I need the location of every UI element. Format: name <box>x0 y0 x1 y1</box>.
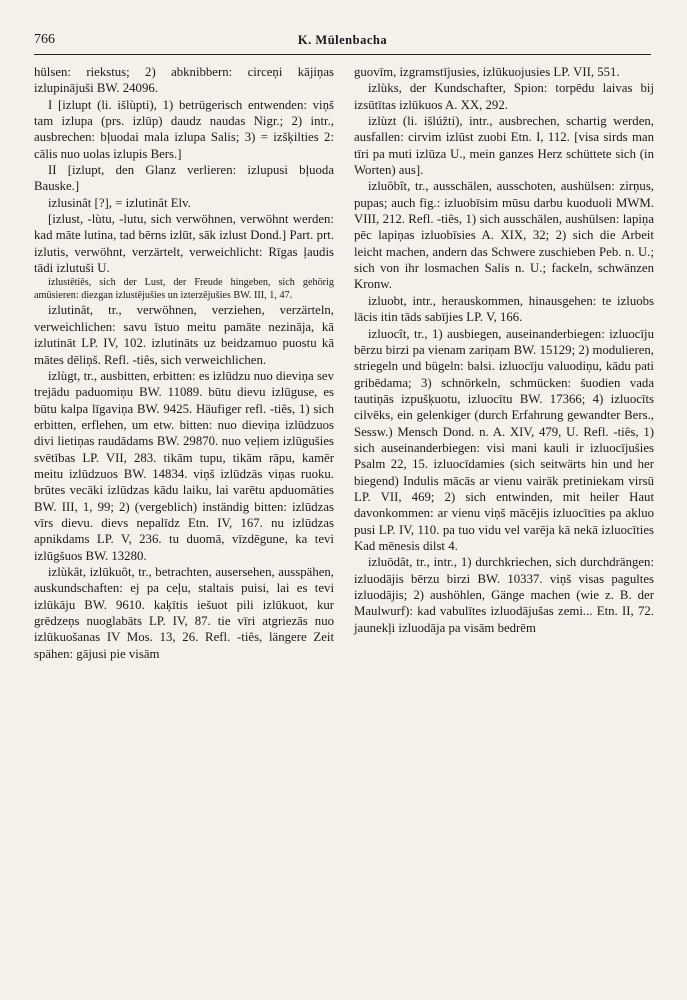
dictionary-entry: izlùkât, izlūkuôt, tr., betrachten, ausersehen, ausspähen, auskundschaften: ej pa ceļu, staltais puisi, lai es tevi izlūkāju BW. 9610. kaķītis iešuot pili izlūkuot, kur grēdzeņs nuoglabāts LP. IV, 87. tie vīri atgriezās nuo izlūkuošanas IV Mos. 13, 26. Refl. -tiês, längere Zeit spähen: gājusi pie visām <box>34 564 334 661</box>
dictionary-entry: izlùzt (li. išlúžti), intr., ausbrechen, schartig werden, ausfallen: cirvim izlūst zuobi Etn. I, 112. [visa sirds man tīri pa muti izlūza U., mein ganzes Herz schüttete sich (in Worten) aus]. <box>354 114 654 178</box>
dictionary-entry: izluobt, intr., herauskommen, hinausgehen: te izluobs lācis itin tāds sabījies LP. V, 166. <box>354 293 654 325</box>
dictionary-entry: izluôbît, tr., ausschälen, ausschoten, aushülsen: zirņus, pupas; auch fig.: izluobīsim mūsu darbu kuoduoli MWM. VIII, 212. Refl. -tiês, 1) sich ausschälen, aushülsen: lapiņa pēc lapiņas izluobīsies A. XIX, 32; 2) sich die Arbeit leicht machen, andern das Schwere zuschieben Peb. n. U.; sich von ihr losmachen Salis n. U.; fackeln, schwänzen Kronw. <box>354 179 654 292</box>
dictionary-entry: izluocît, tr., 1) ausbiegen, auseinanderbiegen: izluocīju bērzu birzi pa vienam zariņam BW. 15129; 2) modulieren, striegeln und bügeln: balsi. izluocīju valuodiņu, kādu pati gribēdama; 3) schnörkeln, schmücken: šuodien vada tautiņās izpušķuotu, izluocītu BW. 17366; 4) izluocīts cilvēks, ein gelenkiger (durch Erfahrung gewandter Bers., Sessw.) Mensch Dond. n. A. XIV, 479, U. Refl. -tiês, 1) sich auseinanderbiegen: visi mani kauli ir izluocījušies Psalm 22, 15. izluocīdamies (sich seitwärts hin und her biegend) Indulis mācās ar vienu vairāk pretiniekam virsū LP. VII, 469; 2) sich entwinden, mit heiler Haut davonkommen: ar vienu viņš mācējis izluocīties pa akluo pusi LP. IV, 110. pa tuo vidu vel varēja kā nekā izluocīties Kad mēnesis dilst 4. <box>354 326 654 553</box>
dictionary-entry: I [izlupt (li. išlùpti), 1) betrügerisch entwenden: viņš tam izlupa (prs. izlūp) daudz naudas Nigr.; 2) intr., ausbrechen: bļuodai mala izlupa Salis; 3) = izšķilties 2: cālis nuo uolas izlupis Bers.] <box>34 97 334 161</box>
dictionary-entry: izlutinât, tr., verwöhnen, verziehen, verzärteln, verweichlichen: savu īstuo meitu pamāte nezināja, kā izlutināt LP. IV, 102. izlutināts uz beidzamuo puostu kā mātes dēliņš. Refl. -tiês, sich verweichlichen. <box>34 303 334 367</box>
left-column <box>34 64 334 662</box>
running-title: K. Mülenbacha <box>297 33 388 47</box>
dictionary-entry: izlustêtiês, sich der Lust, der Freude hingeben, sich gehörig amüsieren: diezgan izlustējušies un izterzējušies BW. III, 1, 47. <box>34 277 334 302</box>
page-number: 766 <box>34 32 55 47</box>
dictionary-entry: izlusinât [?], = izlutinât Elv. <box>48 195 191 210</box>
dictionary-entry: hülsen: riekstus; 2) abknibbern: circeņi kājiņas izlupinājuši BW. 24096. <box>34 65 334 96</box>
right-column <box>354 64 654 636</box>
dictionary-entry: izlùgt, tr., ausbitten, erbitten: es izlūdzu nuo dieviņa sev trejādu paduomiņu BW. 11089. būtu dievu izlūguse, es būtu kalpa līgaviņa BW. 9425. Häufiger refl. -tiês, 1) sich erbitten, erflehen, um etw. bitten: nuo dieviņa izlūdzuos divi lietiņas raudādams BW. 29870. nuo veļiem izlūgušies svētības LP. VII, 283. tikām tupu, tikām rāpu, kamēr meitu izlūdzuos BW. 14834. viņš izlūdzās viņas ruoku. brūtes vecāki izlūdzas kādu laiku, lai varētu apduomāties BW. III, 1, 99; 2) (vergeblich) inständig bitten: izlūdzas vīrs dievu. dievs nepalīdz Etn. IV, 167. nu izlūdzas apnikdams LP. V, 236. tu duomā, vīzdēgune, ka tevi izlūgšuos BW. 13280. <box>34 368 334 563</box>
page-header <box>34 30 651 55</box>
dictionary-entry: guovīm, izgramstījusies, izlūkuojusies LP. VII, 551. <box>354 65 620 79</box>
dictionary-entry: izluōdât, tr., intr., 1) durchkriechen, sich durchdrängen: izluodājis bērzu birzi BW. 10337. viņš visas pagultes izluodājis; 2) aushöhlen, Gänge machen (wie z. B. der Maulwurf): kad vabulītes izluodājušas zemi... Etn. II, 72. jaunekļi izluodāja pa visām bedrēm <box>354 555 654 635</box>
dictionary-entry: izlùks, der Kundschafter, Spion: torpēdu laivas bij izsūtītas izlūkuos A. XX, 292. <box>354 81 654 112</box>
dictionary-entry: II [izlupt, den Glanz verlieren: izlupusi bļuoda Bauske.] <box>34 163 334 194</box>
dictionary-entry: [izlust, -lùtu, -lutu, sich verwöhnen, verwöhnt werden: kad māte lutina, tad bērns izlūt, sāk izlust Dond.] Part. prt. izlutis, verwöhnt, verzärtelt, verweichlicht: Rīgas ļaudis tādi izlutuši U. <box>34 212 334 276</box>
